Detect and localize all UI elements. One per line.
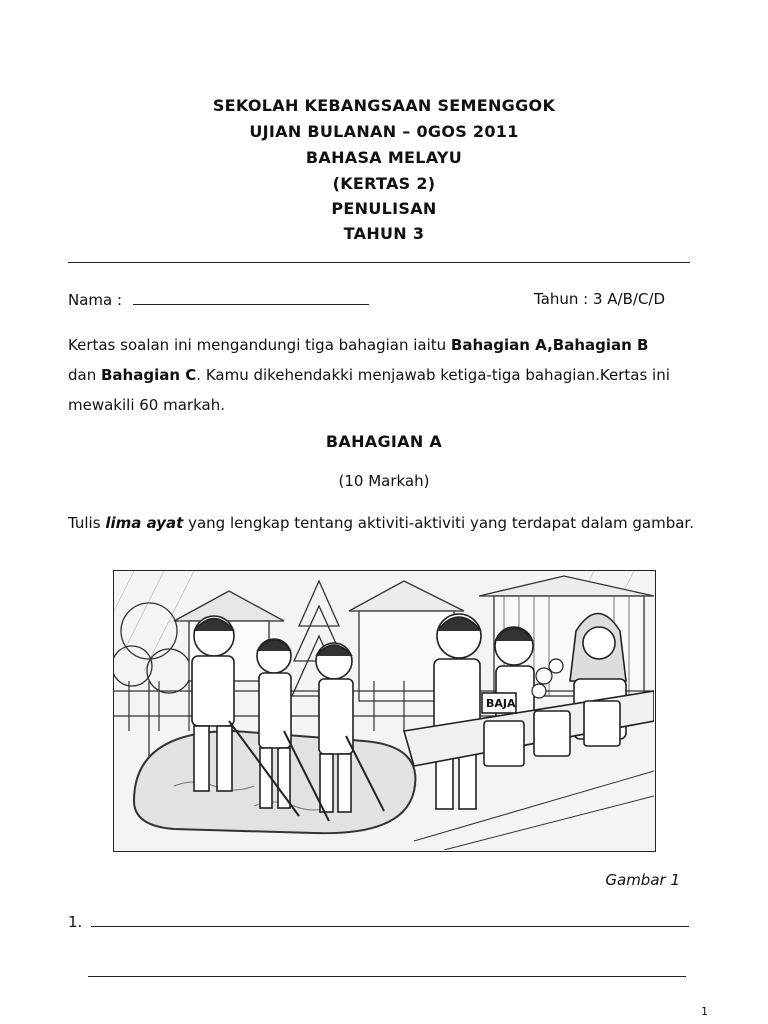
answer-blank-1[interactable] [91, 912, 689, 927]
illustration-gambar-1 [113, 570, 656, 852]
exam-title: UJIAN BULANAN – 0GOS 2011 [249, 122, 519, 141]
fertilizer-sign: BAJA [486, 697, 516, 710]
section-a-marks: (10 Markah) [338, 472, 430, 490]
section-c-ref: Bahagian C [101, 366, 197, 384]
figure-caption: Gambar 1 [605, 871, 680, 889]
page-number: 1 [701, 1005, 708, 1018]
answer-blank-2[interactable] [88, 976, 686, 977]
year-title: TAHUN 3 [343, 224, 425, 243]
class-label: Tahun : 3 A/B/C/D [534, 290, 666, 308]
name-blank[interactable] [133, 290, 369, 305]
answer-line-1[interactable] [68, 912, 689, 931]
subject-title: BAHASA MELAYU [305, 148, 463, 167]
section-a-ref: Bahagian A [450, 336, 548, 354]
task-emphasis: lima ayat [105, 514, 184, 532]
instructions: Kertas soalan ini mengandungi tiga bahagian iaitu Bahagian A,Bahagian B dan Bahagian C. Kamu dikehendakki menjawab ketiga-tiga bahagian.Kertas ini mewakili 60 markah. [68, 336, 670, 414]
name-label: Nama : [68, 291, 123, 309]
name-field[interactable] [68, 290, 369, 309]
header-divider [68, 262, 690, 263]
question-number: 1. [68, 913, 83, 931]
section-a-title: BAHAGIAN A [325, 432, 443, 451]
task-instruction: Tulis lima ayat yang lengkap tentang aktiviti-aktiviti yang terdapat dalam gambar. [68, 514, 694, 532]
section-type-title: PENULISAN [331, 199, 437, 218]
school-name: SEKOLAH KEBANGSAAN SEMENGGOK [212, 96, 556, 115]
section-b-ref: Bahagian B [552, 336, 649, 354]
paper-title: (KERTAS 2) [332, 174, 436, 193]
